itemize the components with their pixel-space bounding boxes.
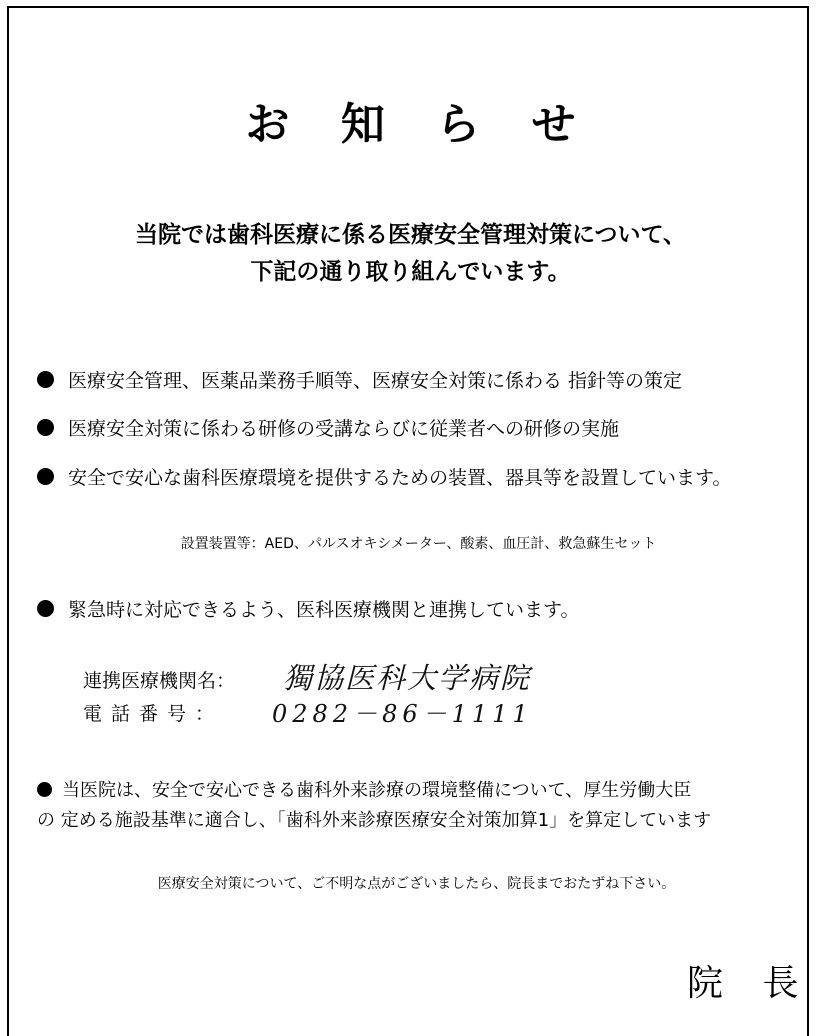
bullet-dot-icon: [37, 371, 54, 388]
partner-handwritten: 獨協医科大学病院: [283, 661, 532, 695]
bullet-text: 緊急時に対応できるよう、医科医療機関と連携しています。: [68, 599, 580, 621]
bullet-item: [37, 463, 731, 490]
addition-text-1: 当医院は、安全で安心できる歯科外来診療の環境整備について、厚生労働大臣: [62, 780, 692, 801]
notice-title: お 知 ら せ: [245, 99, 594, 150]
bullet-dot-icon: [37, 419, 54, 436]
director-signature: 院 長: [687, 963, 813, 1004]
phone-label: 電話番号：: [83, 703, 224, 725]
bullet-dot-icon: [37, 782, 52, 797]
bullet-item: [37, 595, 579, 622]
bullet-text: 安全で安心な歯科医療環境を提供するための装置、器具等を設置しています。: [68, 467, 732, 489]
bullet-dot-icon: [37, 600, 54, 617]
bullet-dot-icon: [37, 468, 54, 485]
closing-note: 医療安全対策について、ご不明な点がございましたら、院長までおたずね下さい。: [157, 876, 676, 892]
lead-line-1: 当院では歯科医療に係る医療安全管理対策について、: [134, 222, 687, 248]
addition-line-2: の 定める施設基準に適合し、「歯科外来診療医療安全対策加算1」を算定しています: [37, 810, 712, 831]
bullet-text: 医療安全管理、医薬品業務手順等、医療安全対策に係わる 指針等の策定: [68, 370, 683, 392]
phone-handwritten: 0282－86－1111: [272, 700, 533, 728]
bullet-item: [37, 366, 682, 393]
addition-line-1: [37, 776, 691, 802]
lead-line-2: 下記の通り取り組んでいます。: [250, 259, 571, 285]
bullet-item: [37, 414, 619, 441]
bullet-text: 医療安全対策に係わる研修の受講ならびに従業者への研修の実施: [68, 418, 620, 440]
device-list: 設置装置等：AED、パルスオキシメーター、酸素、血圧計、救急蘇生セット: [180, 536, 657, 552]
partner-label: 連携医療機関名：: [83, 670, 236, 692]
